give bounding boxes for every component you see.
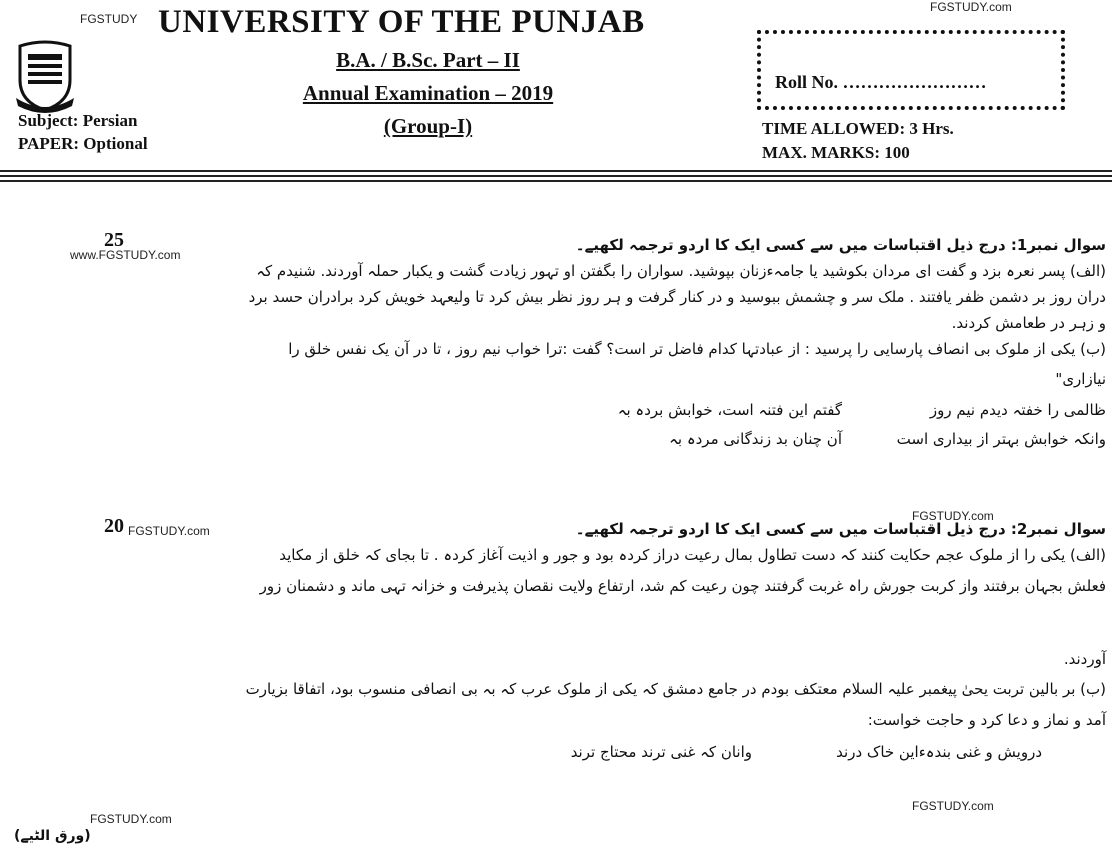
q1-verse: وانکہ خوابش بہتر از بیداری است <box>896 430 1106 448</box>
university-title: UNIVERSITY OF THE PUNJAB <box>158 4 645 40</box>
group: (Group-I) <box>383 114 473 138</box>
q1-marks: 25 <box>104 229 124 251</box>
q1-line: و زہر در طعامش کردند. <box>951 314 1106 332</box>
divider <box>0 180 1112 182</box>
q2-line: فعلش بجہان برفتند واز کربت جورش راہ غربت گرفتند چون رعیت کم شد، ارتفاع ولایت نقصان پذیرفت و خزانہ تہی ماند و دشمنان زور <box>259 577 1106 595</box>
divider <box>0 175 1112 177</box>
max-marks: MAX. MARKS: 100 <box>762 143 910 162</box>
watermark: FGSTUDY.com <box>90 812 172 826</box>
program: B.A. / B.Sc. Part – II <box>336 48 520 72</box>
exam-title: Annual Examination – 2019 <box>302 81 554 105</box>
q1-verse: گفتم این فتنہ است، خوابش بردہ بہ <box>617 401 842 419</box>
q2-heading: سوال نمبر2: درج ذیل اقتباسات میں سے کسی ایک کا اردو ترجمہ لکھیے۔ <box>575 520 1106 538</box>
watermark: www.FGSTUDY.com <box>70 248 181 262</box>
watermark: FGSTUDY.com <box>930 0 1012 14</box>
watermark: FGSTUDY.com <box>912 799 994 813</box>
time-allowed: TIME ALLOWED: 3 Hrs. <box>762 119 954 138</box>
q1-line: (ب) یکی از ملوک بی انصاف پارسایی را پرسید : از عبادتہا کدام فاضل تر است؟ گفت :ترا خواب نیم روز ، تا در آن یک نفس خلق را <box>288 340 1106 358</box>
q1-verse: ظالمی را خفتہ دیدم نیم روز <box>929 401 1106 419</box>
q2-line: آوردند. <box>1063 650 1106 668</box>
q2-line: آمد و نماز و دعا کرد و حاجت خواست: <box>867 711 1106 729</box>
q2-marks: 20 <box>104 515 124 537</box>
q2-line: (الف) یکی را از ملوک عجم حکایت کنند کہ دست تطاول بمال رعیت دراز کردہ بود و جور و اذیت آغاز کردہ . تا بجای کہ خلق از مکاید <box>279 546 1106 564</box>
q1-line: نیازاری" <box>1055 370 1106 388</box>
q1-line: دران روز بر دشمن ظفر یافتند . ملک سر و چشمش ببوسید و در کنار گرفت و ہر روز نظر بیش کرد تا ولیعہد خویش کرد برادران حسد برد <box>248 288 1106 306</box>
roll-no-box <box>757 30 1065 110</box>
watermark: FGSTUDY.com <box>128 524 210 538</box>
roll-no: Roll No. …………………… <box>775 72 987 92</box>
watermark: FGSTUDY.com <box>912 509 994 523</box>
q1-heading: سوال نمبر1: درج ذیل اقتباسات میں سے کسی ایک کا اردو ترجمہ لکھیے۔ <box>575 236 1106 254</box>
watermark: FGSTUDY <box>80 12 138 26</box>
q2-line: (ب) بر بالین تربت یحیٰ پیغمبر علیہ السلام معتکف بودم در جامع دمشق کہ یکی از ملوک عرب کہ بہ بی انصافی منسوب بود، اتفاقا بزیارت <box>245 680 1106 698</box>
q2-verse: درویش و غنی بندہءاین خاک درند <box>836 743 1042 761</box>
divider <box>0 170 1112 172</box>
q1-verse: آن چنان بد زندگانی مردہ بہ <box>669 430 842 448</box>
paper: PAPER: Optional <box>18 134 148 153</box>
turn-over-note: (ورق الٹیے) <box>14 828 91 844</box>
q2-verse: وانان کہ غنی ترند محتاج ترند <box>570 743 752 761</box>
university-logo-icon <box>14 40 76 114</box>
subject: Subject: Persian <box>18 111 138 130</box>
q1-line: (الف) پسر نعرہ بزد و گفت ای مردان بکوشید یا جامہءزنان بپوشید. سواران را بگفتن او تہور زیادت گشت و یکبار حملہ آوردند. شنیدم کہ <box>256 262 1106 280</box>
